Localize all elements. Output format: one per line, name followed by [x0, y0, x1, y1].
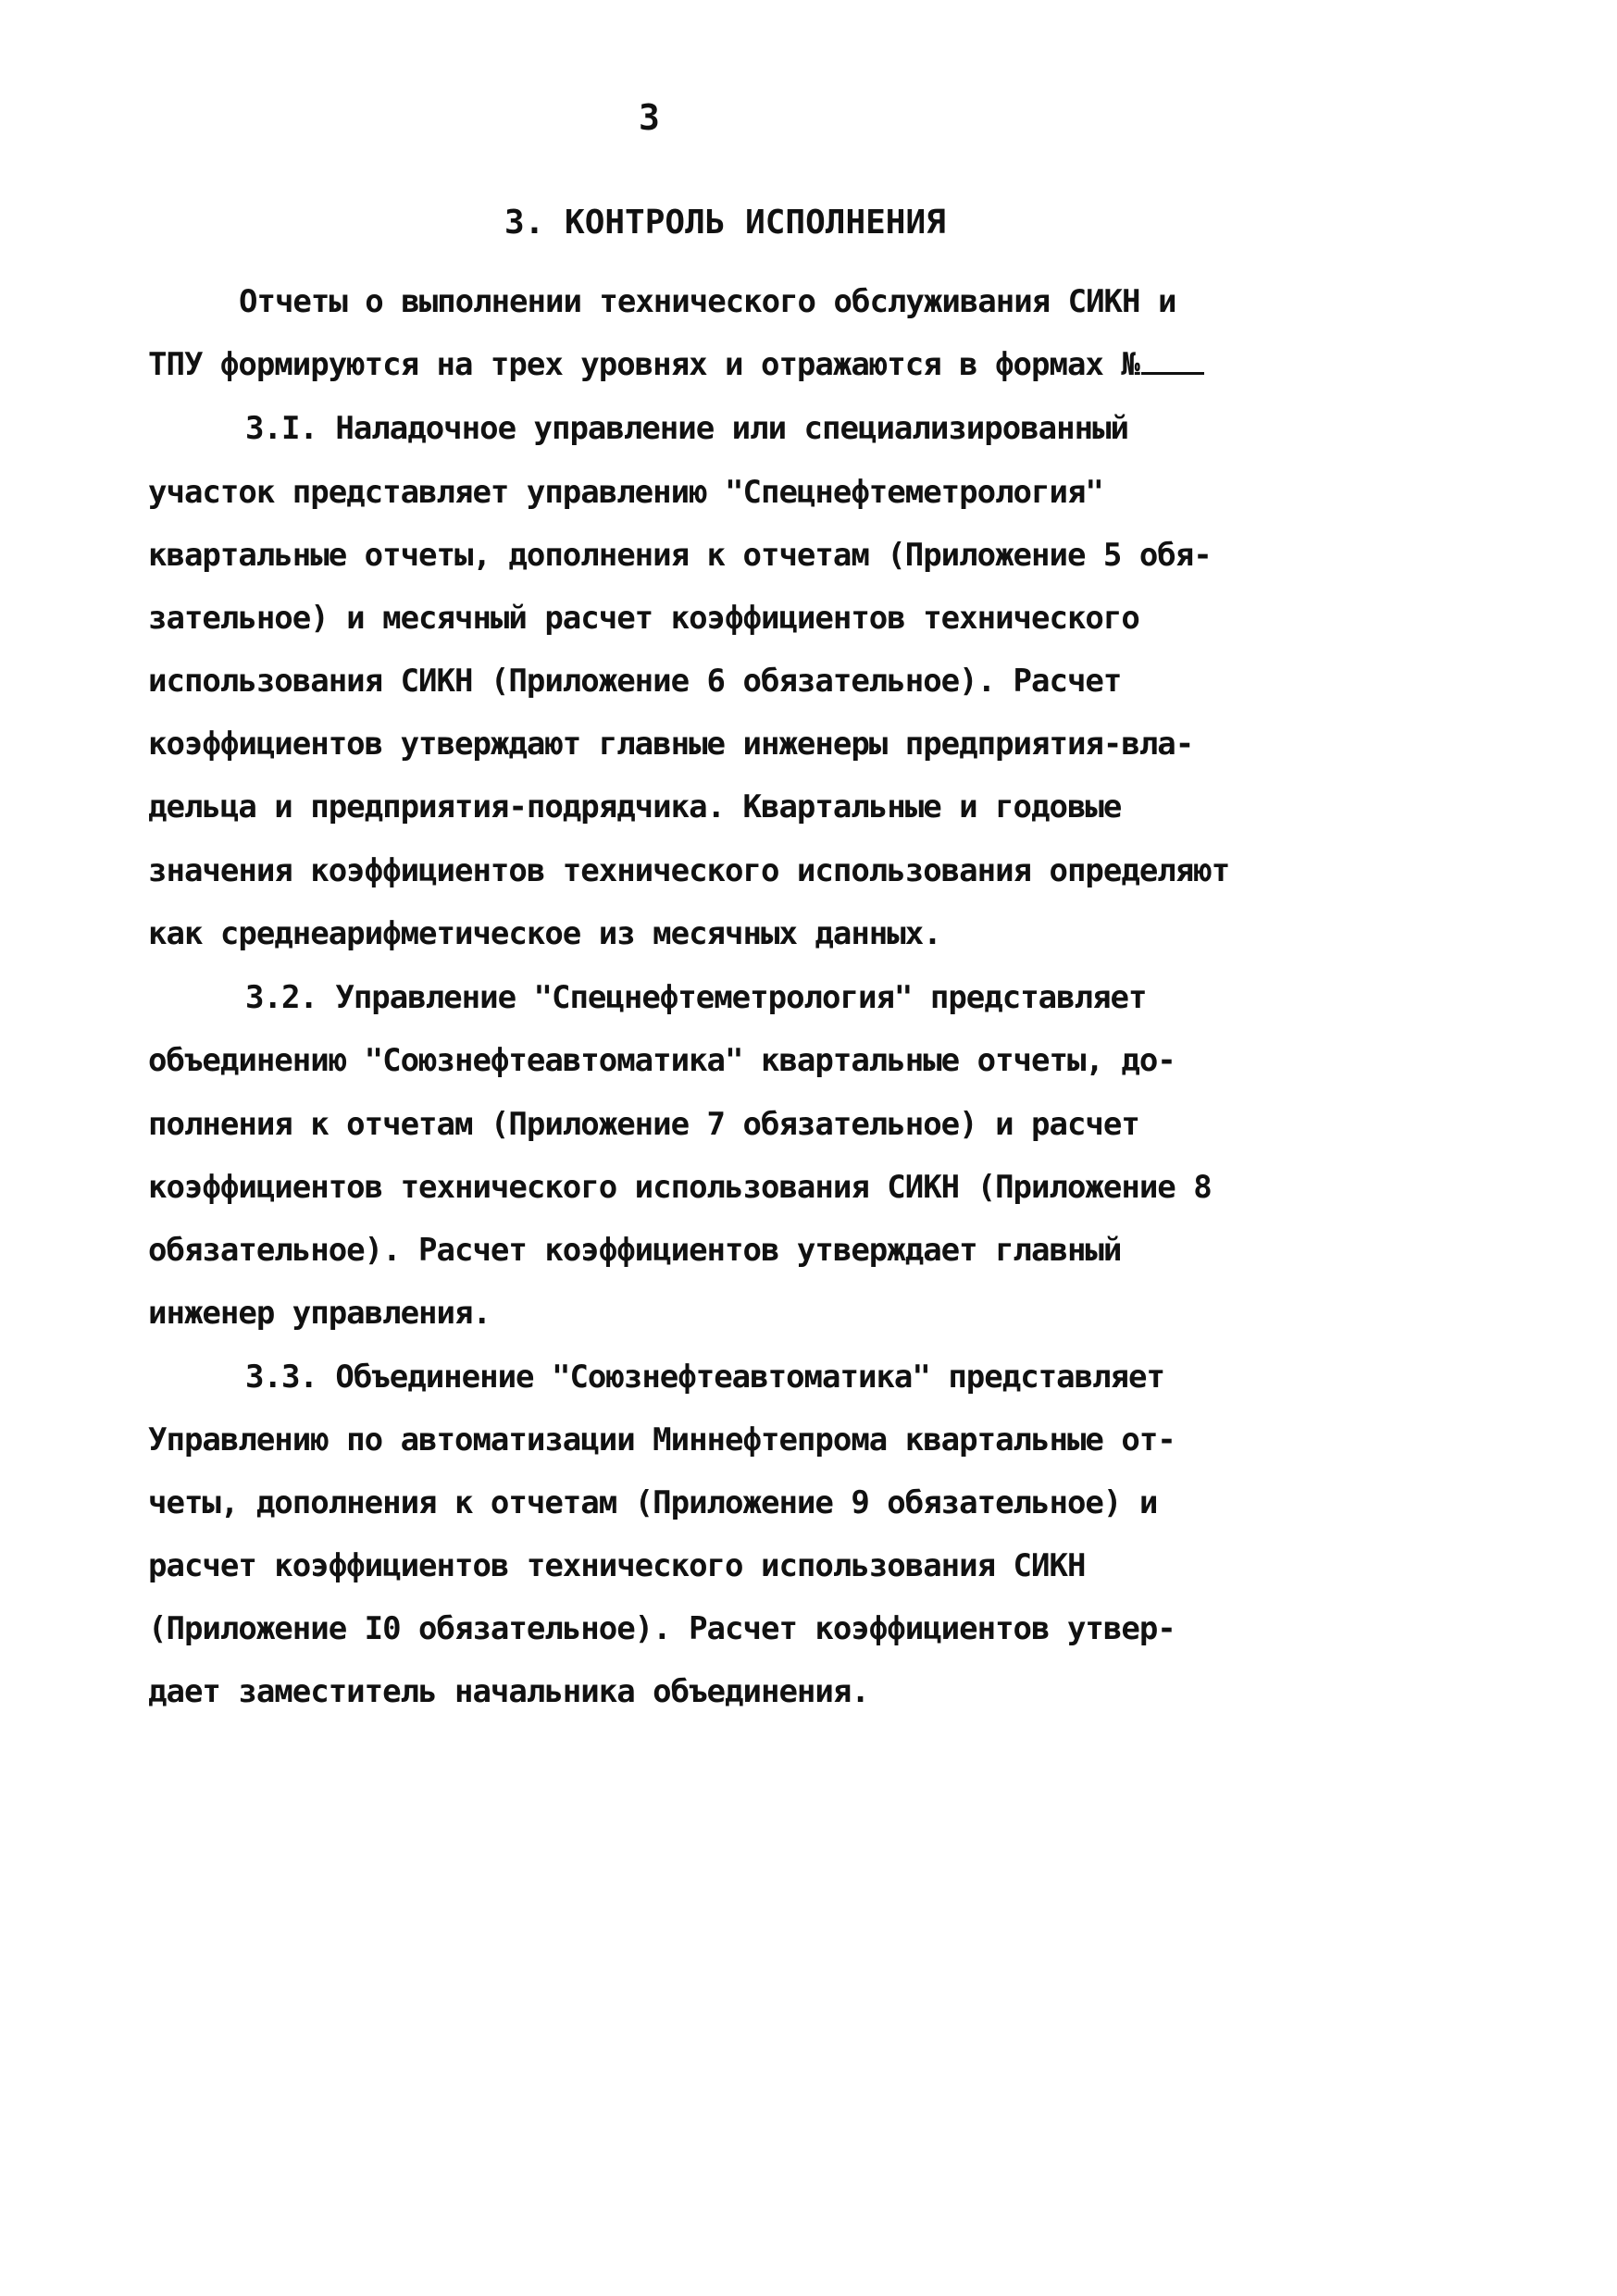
item-3-2-line-6: инженер управления. — [148, 1295, 491, 1332]
item-3-3-line-2: Управлению по автоматизации Миннефтепрома квартальные от- — [148, 1421, 1175, 1458]
item-3-1-line-5: использования СИКН (Приложение 6 обязательное). Расчет — [148, 663, 1122, 700]
item-3-1-line-8: значения коэффициентов технического использования определяют — [148, 852, 1230, 889]
item-3-2-line-2: объединению "Союзнефтеавтоматика" квартальные отчеты, до- — [148, 1042, 1175, 1079]
item-3-1-line-9: как среднеарифметическое из месячных данных. — [148, 915, 941, 952]
item-3-3-line-4: расчет коэффициентов технического использования СИКН — [148, 1547, 1086, 1584]
page-number: 3 — [639, 97, 660, 138]
item-3-2-line-4: коэффициентов технического использования СИКН (Приложение 8 — [148, 1169, 1212, 1206]
item-3-2-line-3: полнения к отчетам (Приложение 7 обязательное) и расчет — [148, 1106, 1139, 1143]
item-3-2-line-1: 3.2. Управление "Спецнефтеметрология" представляет — [245, 979, 1147, 1016]
intro-line-2 — [148, 346, 1204, 383]
item-3-1-line-6: коэффициентов утверждают главные инженеры предприятия-вла- — [148, 726, 1194, 763]
item-3-1-line-4: зательное) и месячный расчет коэффициентов технического — [148, 600, 1139, 637]
section-heading: 3. КОНТРОЛЬ ИСПОЛНЕНИЯ — [504, 204, 946, 242]
item-3-3-line-3: четы, дополнения к отчетам (Приложение 9 обязательное) и — [148, 1484, 1158, 1521]
item-3-2-line-5: обязательное). Расчет коэффициентов утверждает главный — [148, 1232, 1122, 1269]
item-3-1-line-1: 3.I. Наладочное управление или специализированный — [245, 410, 1129, 447]
form-number-blank — [1141, 372, 1204, 375]
item-3-1-line-7: дельца и предприятия-подрядчика. Квартальные и годовые — [148, 788, 1122, 825]
intro-line-2-text: ТПУ формируются на трех уровнях и отражаются в формах № — [148, 346, 1139, 383]
item-3-3-line-6: дает заместитель начальника объединения. — [148, 1673, 869, 1710]
item-3-3-line-1: 3.3. Объединение "Союзнефтеавтоматика" представляет — [245, 1359, 1164, 1396]
item-3-1-line-3: квартальные отчеты, дополнения к отчетам (Приложение 5 обя- — [148, 537, 1212, 574]
item-3-3-line-5: (Приложение I0 обязательное). Расчет коэффициентов утвер- — [148, 1610, 1175, 1647]
intro-line-1: Отчеты о выполнении технического обслуживания СИКН и — [239, 283, 1176, 320]
item-3-1-line-2: участок представляет управлению "Спецнефтеметрология" — [148, 474, 1103, 511]
